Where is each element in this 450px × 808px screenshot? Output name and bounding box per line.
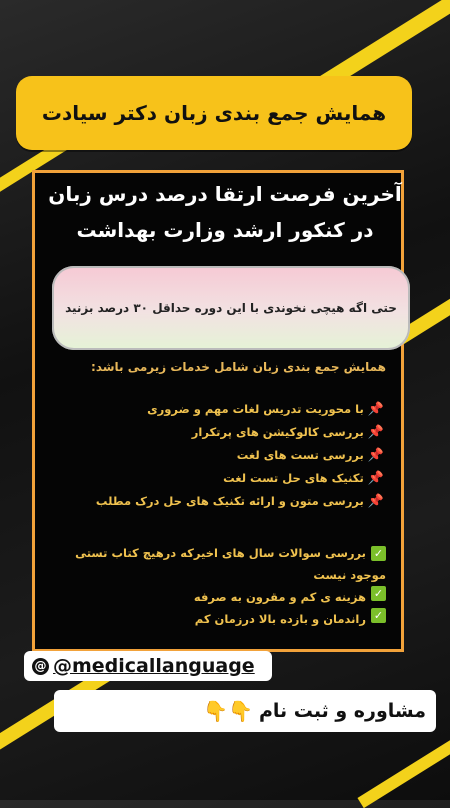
cta-label: مشاوره و ثبت نام <box>258 700 426 722</box>
headline-line-1: آخرین فرصت ارتقا درصد درس زبان <box>48 182 402 206</box>
services-list <box>96 398 384 513</box>
list-item: 📌 بررسی کالوکیشن های پرتکرار <box>96 421 384 444</box>
list-item: 📌 با محوریت تدریس لغات مهم و ضروری <box>96 398 384 421</box>
pushpin-icon: 📌 <box>367 494 384 509</box>
instagram-icon: @ <box>32 658 49 675</box>
handle-text: @medicallanguage <box>53 655 255 677</box>
list-item: 📌 بررسی متون و ارائه تکنیک های حل درک مطلب <box>96 490 384 513</box>
highlight-text: حتی اگه هیچی نخوندی با این دوره حداقل ۳۰ درصد بزنید <box>65 301 397 315</box>
checkmark-icon: ✓ <box>371 546 386 561</box>
list-item: 📌 تکنیک های حل تست لغت <box>96 467 384 490</box>
pushpin-icon: 📌 <box>367 425 384 440</box>
headline <box>0 176 450 248</box>
pushpin-icon: 📌 <box>367 402 384 417</box>
list-item: ✓ راندمان و بازده بالا درزمان کم <box>66 608 386 630</box>
list-item: ✓ هزینه ی کم و مقرون به صرفه <box>66 586 386 608</box>
pushpin-icon: 📌 <box>367 471 384 486</box>
title-banner <box>16 76 412 150</box>
yellow-stripe-bottom-right <box>357 724 450 808</box>
headline-line-2: در کنکور ارشد وزارت بهداشت <box>76 218 374 242</box>
register-button[interactable] <box>54 690 436 732</box>
list-item: 📌 بررسی تست های لغت <box>96 444 384 467</box>
instagram-handle-link[interactable] <box>24 651 272 681</box>
title-text: همایش جمع بندی زبان دکتر سیادت <box>41 101 387 125</box>
pushpin-icon: 📌 <box>367 448 384 463</box>
list-item: ✓بررسی سوالات سال های اخیرکه درهیچ کتاب تستی موجود نیست <box>75 546 386 582</box>
checkmark-icon: ✓ <box>371 608 386 623</box>
benefits-list <box>66 542 386 630</box>
checkmark-icon: ✓ <box>371 586 386 601</box>
pointing-down-hands-icon: 👇👇 <box>203 699 253 723</box>
highlight-box <box>52 266 410 350</box>
services-intro: همایش جمع بندی زبان شامل خدمات زیرمی باشد: <box>91 360 386 374</box>
